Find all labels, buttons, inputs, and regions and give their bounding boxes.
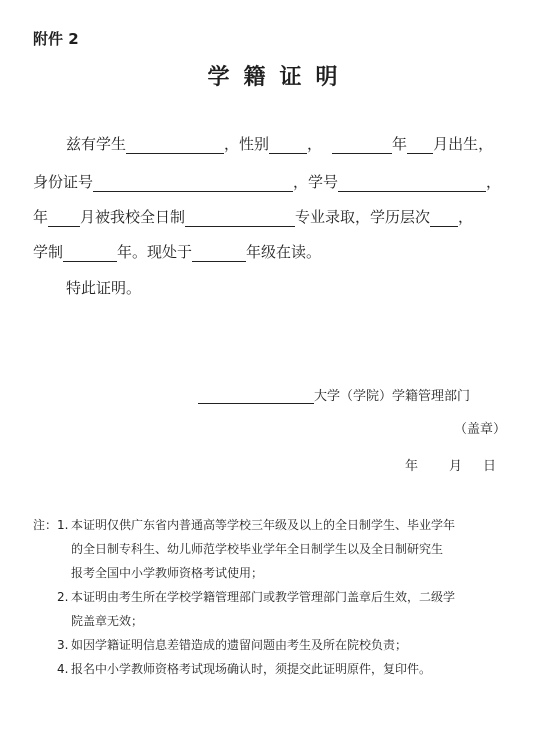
text-system-label: 学制 xyxy=(33,243,64,261)
blank-birth-year[interactable] xyxy=(332,137,392,154)
text-student-no-label: ，学号 xyxy=(293,173,339,191)
note-line: 院盖章无效； xyxy=(71,614,144,628)
blank-birth-month[interactable] xyxy=(407,137,433,154)
text-gender-label: ，性别 xyxy=(224,135,270,153)
note-number: 1. xyxy=(57,518,69,532)
text-month-birth: 月出生， xyxy=(433,135,494,153)
attachment-label: 附件 2 xyxy=(33,30,79,48)
note-line: 的全日制专科生、幼儿师范学校毕业学年全日制学生以及全日制研究生 xyxy=(71,542,444,556)
blank-id-number[interactable] xyxy=(93,175,293,192)
blank-study-years[interactable] xyxy=(63,245,117,262)
text-year-now: 年。现处于 xyxy=(117,243,193,261)
text-major-label: 专业录取，学历层次 xyxy=(295,208,431,226)
note-line: 报名中小学教师资格考试现场确认时，须提交此证明原件，复印件。 xyxy=(71,662,432,676)
note-item-1 xyxy=(33,513,513,585)
date-day: 日 xyxy=(483,459,497,474)
line-student-info xyxy=(66,134,493,154)
blank-gender[interactable] xyxy=(269,137,307,154)
note-number: 2. xyxy=(57,590,69,604)
blank-current-grade[interactable] xyxy=(192,245,246,262)
notes-prefix: 注： xyxy=(33,518,58,532)
note-number: 3. xyxy=(57,638,69,652)
note-line: 报考全国中小学教师资格考试使用； xyxy=(71,566,264,580)
note-line: 本证明由考生所在学校学籍管理部门或教学管理部门盖章后生效，二级学 xyxy=(71,590,456,604)
seal-label: （盖章） xyxy=(454,422,507,437)
blank-education-level[interactable] xyxy=(430,210,458,227)
certify-text: 特此证明。 xyxy=(66,279,142,297)
note-item-2 xyxy=(33,585,513,633)
signature-dept-line xyxy=(198,386,470,404)
document-title: 学籍证明 xyxy=(207,65,352,90)
date-year: 年 xyxy=(405,459,419,474)
text-comma-end-3: ， xyxy=(458,208,474,226)
blank-student-name[interactable] xyxy=(126,137,224,154)
line-study-status xyxy=(33,242,321,262)
text-enroll-year: 年 xyxy=(33,208,49,226)
line-id-info xyxy=(33,172,501,192)
blank-enroll-year[interactable] xyxy=(48,210,80,227)
blank-major[interactable] xyxy=(185,210,295,227)
text-comma-end: ， xyxy=(486,173,502,191)
note-line: 如因学籍证明信息差错造成的遗留问题由考生及所在院校负责； xyxy=(71,638,408,652)
text-comma: ， xyxy=(307,135,323,153)
text-student-lead: 兹有学生 xyxy=(66,135,127,153)
notes-section xyxy=(33,513,513,681)
text-enroll-month: 月被我校全日制 xyxy=(80,208,186,226)
text-id-label: 身份证号 xyxy=(33,173,94,191)
blank-student-number[interactable] xyxy=(338,175,486,192)
blank-university-name[interactable] xyxy=(198,389,314,404)
text-dept: 大学（学院）学籍管理部门 xyxy=(314,389,471,404)
text-year: 年 xyxy=(392,135,408,153)
note-number: 4. xyxy=(57,662,69,676)
date-month: 月 xyxy=(449,459,463,474)
line-enroll-info xyxy=(33,207,473,227)
text-grade-label: 年级在读。 xyxy=(246,243,322,261)
note-line: 本证明仅供广东省内普通高等学校三年级及以上的全日制学生、毕业学年 xyxy=(71,518,456,532)
note-item-3 xyxy=(33,633,513,657)
note-item-4 xyxy=(33,657,513,681)
